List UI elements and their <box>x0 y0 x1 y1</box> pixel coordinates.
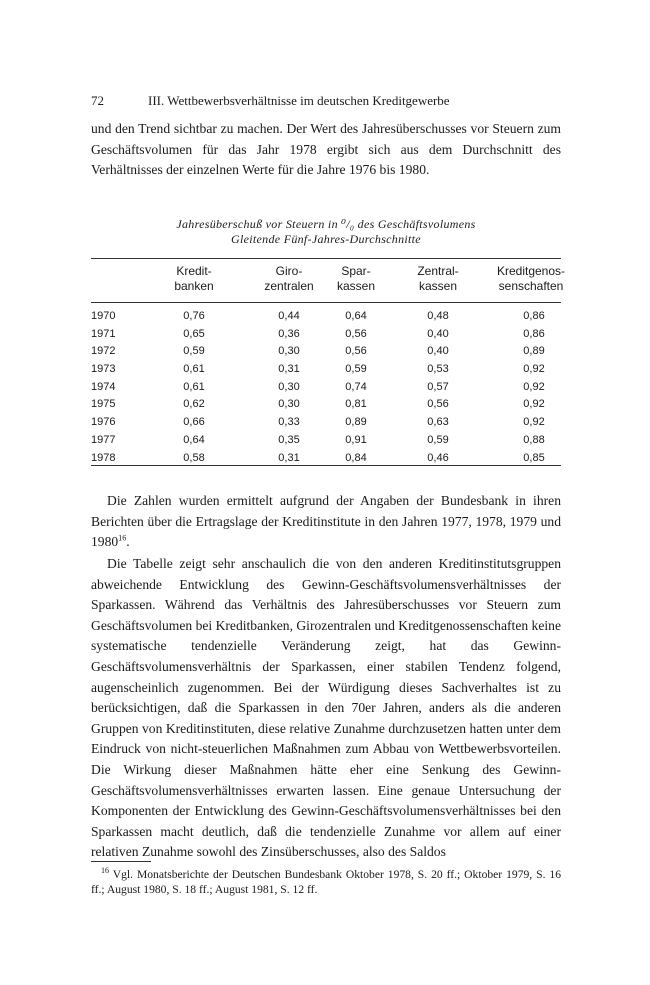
row-year: 1970 <box>91 310 116 322</box>
table-cell: 0,31 <box>278 451 300 464</box>
row-year: 1976 <box>91 416 116 429</box>
table-cell: 0,59 <box>427 433 449 446</box>
table-cell: 0,36 <box>278 327 300 340</box>
table-cell: 0,92 <box>523 380 545 393</box>
table-cell: 0,57 <box>427 380 449 393</box>
row-year: 1971 <box>91 327 116 340</box>
footnote-reference[interactable]: 16 <box>118 533 127 543</box>
table-cell: 0,64 <box>183 433 205 446</box>
table-cell: 0,61 <box>183 380 205 393</box>
table-cell: 0,40 <box>427 345 449 358</box>
table-caption-title: Jahresüberschuß vor Steuern in ⁰/₀ des Geschäftsvolumens <box>176 217 476 231</box>
table-row <box>91 398 561 416</box>
table-caption-subtitle: Gleitende Fünf-Jahres-Durchschnitte <box>231 232 421 246</box>
footnote-rule <box>91 861 151 862</box>
column-header-kreditbanken: Kredit- banken <box>174 264 214 293</box>
column-header-kreditgenossenschaften: Kreditgenos- senschaften <box>496 264 566 293</box>
table-cell: 0,30 <box>278 380 300 393</box>
row-year: 1975 <box>91 398 116 411</box>
table-cell: 0,63 <box>427 416 449 429</box>
table-cell: 0,86 <box>523 310 545 322</box>
table-bottom-rule <box>91 465 561 466</box>
page-number: 72 <box>91 93 104 108</box>
table-cell: 0,44 <box>278 310 300 322</box>
paragraph-3: Die Tabelle zeigt sehr anschaulich die von den anderen Kreditinstitutsgruppen abweichende Entwicklung des Gewinn-Geschäftsvolumensverhältnisses der Sparkassen. Während das Verhältnis des Jahresüberschusses vor Steuern zum Geschäftsvolumen bei Kreditbanken, Girozentralen und Kreditgenossenschaften keine systematische tendenzielle Veränderung zeigt, hat das Gewinn-Geschäftsvolumensverhältnis der Sparkassen, einer stabilen Tendenz folgend, augenscheinlich zugenommen. Bei der Würdigung dieses Sachverhaltes ist zu berücksichtigen, daß die Sparkassen in den 70er Jahren, anders als die anderen Gruppen von Kreditinstituten, diese relative Zunahme durchzusetzen hatten unter dem Eindruck von nicht-steuerlichen Maßnahmen zum Abbau von Wettbewerbsvorteilen. Die Wirkung dieser Maßnahmen hätte eher eine Senkung des Gewinn-Geschäftsvolumensverhältnisses erwarten lassen. Eine genaue Untersuchung der Komponenten der Entwicklung des Gewinn-Geschäftsvolumensverhältnisses bei den Sparkassen macht deutlich, daß die tendenzielle Zunahme vor allem auf einer relativen Zunahme sowohl des Zinsüberschusses, also des Saldos <box>91 556 561 860</box>
table-cell: 0,56 <box>345 327 367 340</box>
table-cell: 0,76 <box>183 310 205 322</box>
table-cell: 0,30 <box>278 345 300 358</box>
table-cell: 0,88 <box>523 433 545 446</box>
table-row <box>91 363 561 381</box>
table-cell: 0,74 <box>345 380 367 393</box>
footnote-text: Vgl. Monatsberichte der Deutschen Bundesbank Oktober 1978, S. 20 ff.; Oktober 1979, S. 16 ff.; August 1980, S. 18 ff.; August 1981, S. 12 ff. <box>91 868 561 896</box>
table-cell: 0,91 <box>345 433 367 446</box>
table-cell: 0,61 <box>183 363 205 376</box>
row-year: 1974 <box>91 380 116 393</box>
table-row <box>91 452 561 470</box>
table-cell: 0,64 <box>345 310 367 322</box>
table-caption <box>91 217 561 247</box>
table-body <box>91 310 561 469</box>
paragraph-2: Die Zahlen wurden ermittelt aufgrund der Angaben der Bundesbank in ihren Berichten über die Ertragslage der Kreditinstitute in den Jahren 1977, 1978, 1979 und 1980$^{16}$. <box>91 493 561 550</box>
row-year: 1977 <box>91 433 116 446</box>
table-cell: 0,62 <box>183 398 205 411</box>
table-cell: 0,35 <box>278 433 300 446</box>
table-cell: 0,33 <box>278 416 300 429</box>
footnote-marker: 16 <box>101 866 109 876</box>
table-cell: 0,56 <box>345 345 367 358</box>
column-header-sparkassen: Spar- kassen <box>336 264 376 293</box>
running-title: III. Wettbewerbsverhältnisse im deutschen Kreditgewerbe <box>148 93 450 108</box>
table-row <box>91 310 561 328</box>
table-row <box>91 434 561 452</box>
table-cell: 0,40 <box>427 327 449 340</box>
table-cell: 0,31 <box>278 363 300 376</box>
table-header <box>91 264 566 298</box>
column-header-girozentralen: Giro- zentralen <box>264 264 314 293</box>
table-top-rule <box>91 258 561 259</box>
table-cell: 0,58 <box>183 451 205 464</box>
table-cell: 0,48 <box>427 310 449 322</box>
table-cell: 0,66 <box>183 416 205 429</box>
row-year: 1972 <box>91 345 116 358</box>
row-year: 1978 <box>91 451 116 464</box>
table-cell: 0,92 <box>523 363 545 376</box>
table-cell: 0,81 <box>345 398 367 411</box>
table-cell: 0,84 <box>345 451 367 464</box>
column-header-zentralkassen: Zentral- kassen <box>417 264 459 293</box>
table-cell: 0,89 <box>345 416 367 429</box>
table-header-rule <box>91 302 561 303</box>
table-cell: 0,46 <box>427 451 449 464</box>
table-cell: 0,59 <box>183 345 205 358</box>
table-cell: 0,65 <box>183 327 205 340</box>
table-cell: 0,85 <box>523 451 545 464</box>
table-row <box>91 416 561 434</box>
table-row <box>91 381 561 399</box>
table-cell: 0,56 <box>427 398 449 411</box>
row-year: 1973 <box>91 363 116 376</box>
paragraph-1: und den Trend sichtbar zu machen. Der Wert des Jahresüberschusses vor Steuern zum Geschäftsvolumen für das Jahr 1978 ergibt sich aus dem Durchschnitt des Verhältnisses der einzelnen Werte für die Jahre 1976 bis 1980. <box>91 121 561 178</box>
table-cell: 0,86 <box>523 327 545 340</box>
table-row <box>91 328 561 346</box>
footnote-16 <box>91 867 561 897</box>
table-cell: 0,92 <box>523 416 545 429</box>
table-cell: 0,92 <box>523 398 545 411</box>
running-header <box>91 93 561 109</box>
table-cell: 0,30 <box>278 398 300 411</box>
table-cell: 0,89 <box>523 345 545 358</box>
table-cell: 0,59 <box>345 363 367 376</box>
table-cell: 0,53 <box>427 363 449 376</box>
table-row <box>91 345 561 363</box>
